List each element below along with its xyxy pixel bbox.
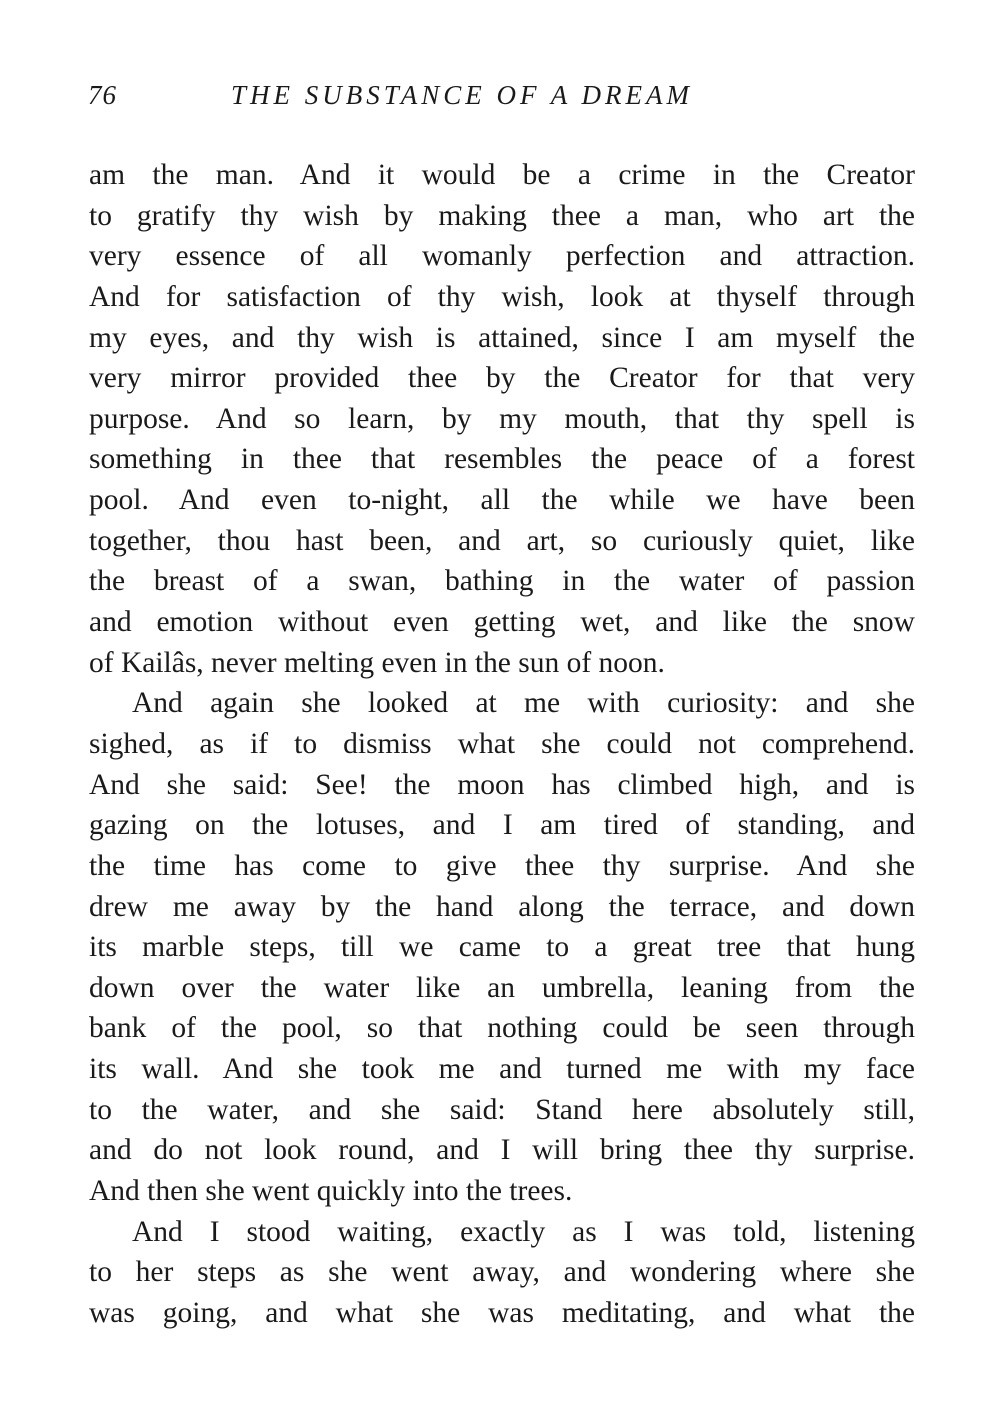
text-line: its marble steps, till we came to a great tree that hung: [89, 931, 915, 964]
text-line: very essence of all womanly perfection and attraction.: [89, 240, 915, 273]
paragraph-end-line: And then she went quickly into the trees.: [89, 1175, 573, 1208]
text-line: the breast of a swan, bathing in the water of passion: [89, 565, 915, 598]
running-title: THE SUBSTANCE OF A DREAM: [231, 80, 693, 110]
text-line: together, thou hast been, and art, so curiously quiet, like: [89, 524, 915, 557]
paragraph-end-line: of Kailâs, never melting even in the sun of noon.: [89, 646, 665, 679]
text-line: am the man. And it would be a crime in the Creator: [89, 159, 915, 191]
text-line: purpose. And so learn, by my mouth, that thy spell is: [89, 402, 915, 435]
text-line: its wall. And she took me and turned me with my face: [89, 1053, 915, 1086]
text-line: And she said: See! the moon has climbed high, and is: [89, 768, 915, 801]
text-line: to the water, and she said: Stand here absolutely still,: [89, 1093, 915, 1126]
text-line: gazing on the lotuses, and I am tired of standing, and: [89, 809, 915, 842]
text-line: the time has come to give thee thy surprise. And she: [89, 849, 915, 882]
text-line: drew me away by the hand along the terrace, and down: [89, 890, 915, 923]
text-line: down over the water like an umbrella, leaning from the: [89, 971, 915, 1004]
text-line: and emotion without even getting wet, and like the snow: [89, 606, 915, 639]
paragraph-first-line: And I stood waiting, exactly as I was told, listening: [132, 1215, 915, 1248]
body-text: [89, 155, 915, 1334]
text-line: And for satisfaction of thy wish, look at thyself through: [89, 280, 915, 313]
text-line: was going, and what she was meditating, and what the: [89, 1296, 915, 1329]
running-header: [88, 80, 914, 120]
text-line: something in thee that resembles the peace of a forest: [89, 443, 915, 476]
text-line: and do not look round, and I will bring thee thy surprise.: [89, 1134, 915, 1167]
text-line: bank of the pool, so that nothing could be seen through: [89, 1012, 915, 1045]
paragraph-first-line: And again she looked at me with curiosity: and she: [132, 687, 915, 720]
page-number: 76: [88, 80, 117, 110]
text-line: very mirror provided thee by the Creator for that very: [89, 362, 915, 395]
text-line: my eyes, and thy wish is attained, since I am myself the: [89, 321, 915, 354]
text-line: sighed, as if to dismiss what she could not comprehend.: [89, 727, 915, 760]
text-line: pool. And even to-night, all the while we have been: [89, 484, 915, 517]
text-line: to her steps as she went away, and wondering where she: [89, 1256, 915, 1289]
text-line: to gratify thy wish by making thee a man, who art the: [89, 199, 915, 232]
